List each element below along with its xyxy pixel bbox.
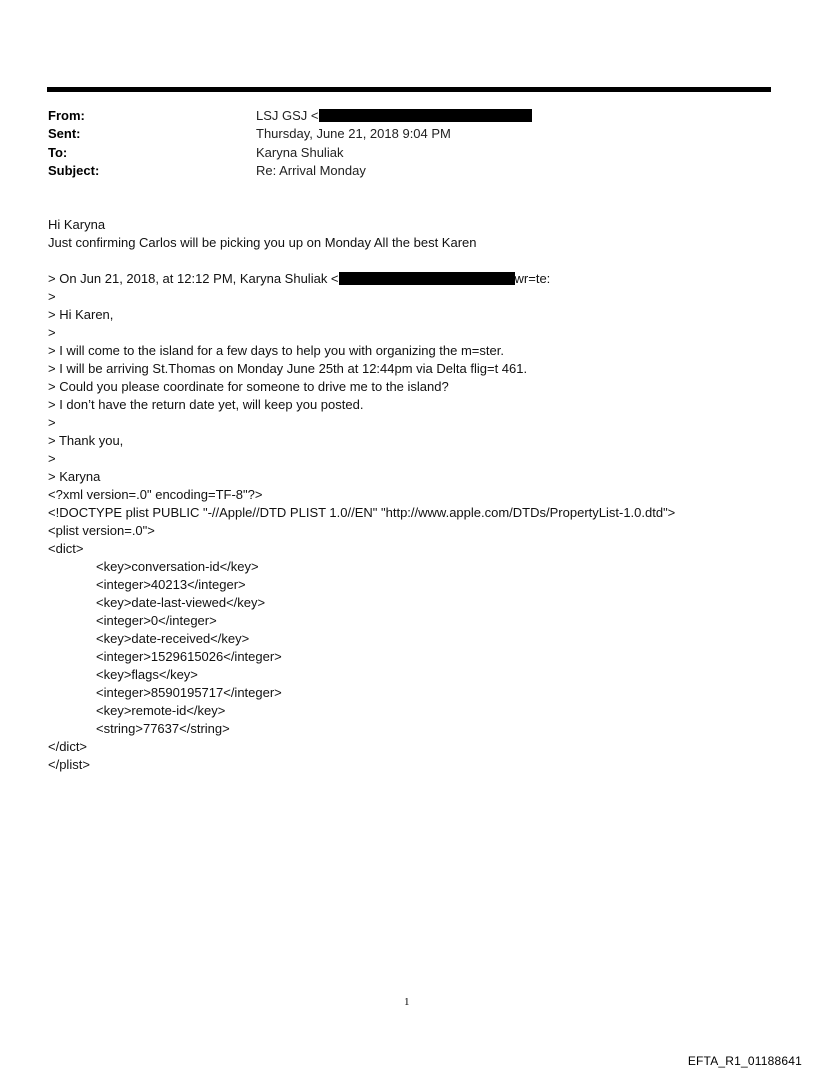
quoted-line: >: [48, 289, 56, 304]
xml-line: <integer>0</integer>: [96, 613, 217, 628]
quoted-line: > I will come to the island for a few days to help you with organizing the m=ster.: [48, 343, 504, 358]
from-sender: LSJ GSJ <: [256, 108, 319, 123]
xml-line: <integer>8590195717</integer>: [96, 685, 282, 700]
quoted-line: > Karyna: [48, 469, 101, 484]
quoted-line: > I don’t have the return date yet, will keep you posted.: [48, 397, 364, 412]
quoted-line: >: [48, 415, 56, 430]
subject-label: Subject:: [48, 163, 100, 178]
quoted-line: >: [48, 451, 56, 466]
quoted-line: > Hi Karen,: [48, 307, 114, 322]
header-rule: [47, 87, 771, 92]
from-value: [256, 108, 532, 123]
xml-line: <!DOCTYPE plist PUBLIC "-//Apple//DTD PLIST 1.0//EN" "http://www.apple.com/DTDs/PropertyList-1.0.dtd">: [48, 505, 676, 520]
from-label: From:: [48, 108, 85, 123]
quote-intro: [48, 270, 550, 288]
sent-label: Sent:: [48, 126, 81, 141]
greeting: Hi Karyna: [48, 217, 106, 232]
to-value: Karyna Shuliak: [256, 145, 344, 160]
page-number: 1: [404, 996, 410, 1008]
xml-line: <key>remote-id</key>: [96, 703, 226, 718]
xml-line: <integer>1529615026</integer>: [96, 649, 282, 664]
quoted-line: > I will be arriving St.Thomas on Monday June 25th at 12:44pm via Delta flig=t 461.: [48, 361, 528, 376]
redaction-bar: [319, 109, 532, 122]
xml-line: <integer>40213</integer>: [96, 577, 246, 592]
redaction-bar: [339, 272, 515, 285]
xml-line: <?xml version=.0" encoding=TF-8"?>: [48, 487, 263, 502]
xml-line: <plist version=.0">: [48, 523, 155, 538]
quote-intro-start: > On Jun 21, 2018, at 12:12 PM, Karyna Shuliak <: [48, 271, 339, 286]
message-text: Just confirming Carlos will be picking you up on Monday All the best Karen: [48, 235, 477, 250]
subject-value: Re: Arrival Monday: [256, 163, 366, 178]
xml-line: </plist>: [48, 757, 90, 772]
to-label: To:: [48, 145, 68, 160]
xml-line: <key>flags</key>: [96, 667, 198, 682]
quoted-line: > Could you please coordinate for someone to drive me to the island?: [48, 379, 449, 394]
xml-line: </dict>: [48, 739, 88, 754]
quoted-line: >: [48, 325, 56, 340]
xml-line: <string>77637</string>: [96, 721, 230, 736]
xml-line: <key>date-received</key>: [96, 631, 250, 646]
quote-intro-end: wr=te:: [514, 271, 551, 286]
sent-value: Thursday, June 21, 2018 9:04 PM: [256, 126, 451, 141]
quoted-line: > Thank you,: [48, 433, 124, 448]
xml-line: <key>date-last-viewed</key>: [96, 595, 266, 610]
xml-line: <dict>: [48, 541, 84, 556]
document-id: EFTA_R1_01188641: [687, 1054, 802, 1068]
xml-line: <key>conversation-id</key>: [96, 559, 259, 574]
